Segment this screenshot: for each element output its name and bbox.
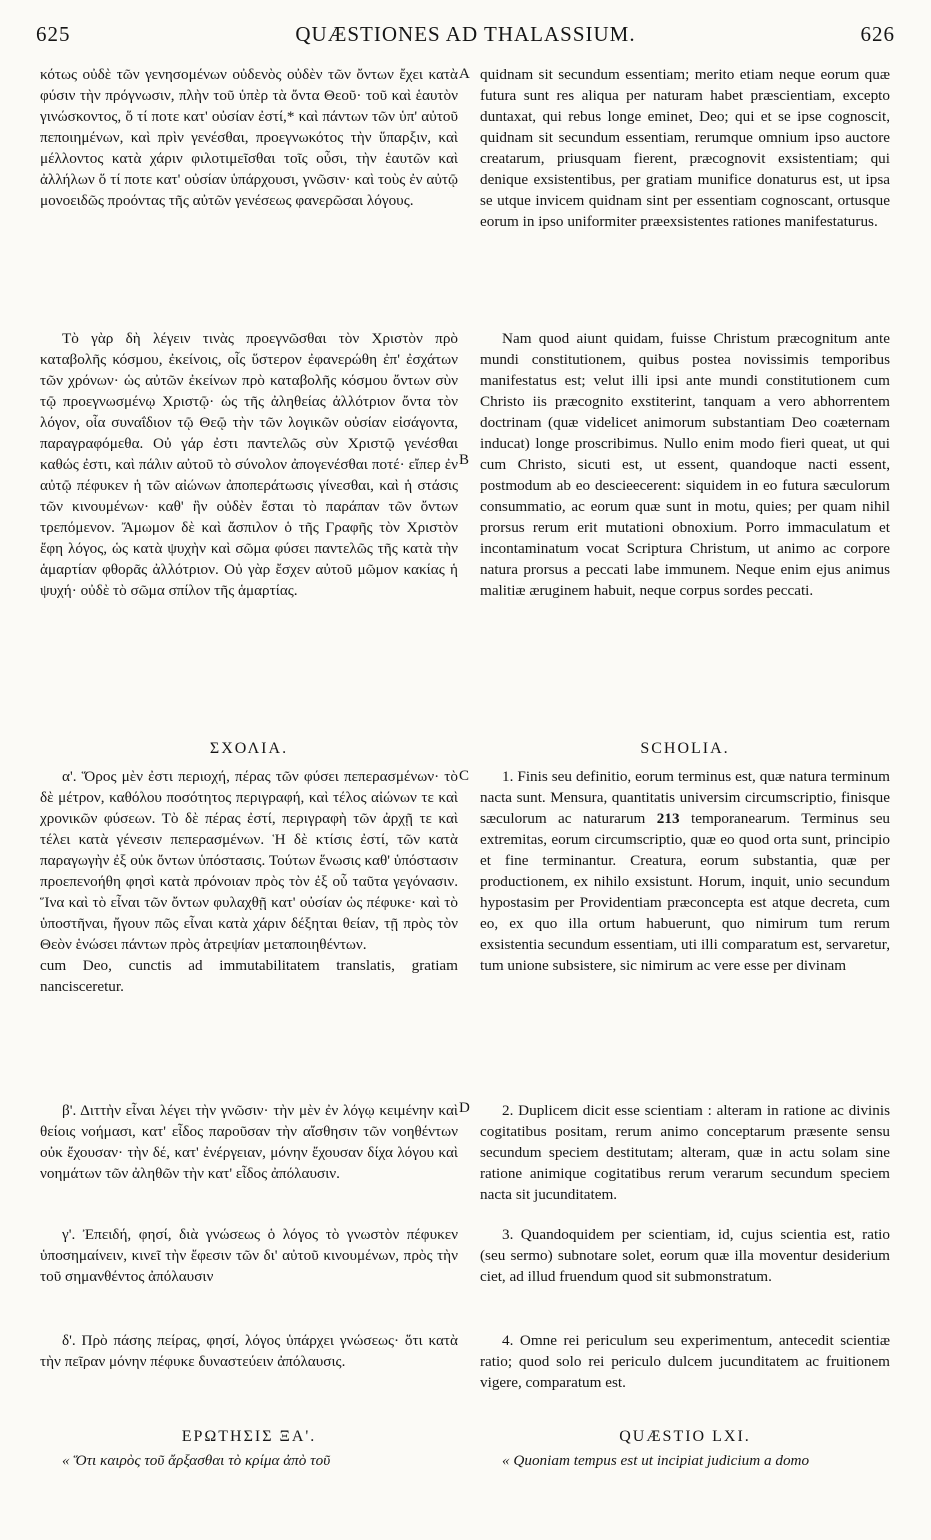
- latin-scholion-1-part-b: temporanearum. Terminus seu extremitas, eorum circumscriptio, quæ eo quod orta sunt, principio et fine terminantur. Creatura, eorum substantia, quæ per productionem, ex nihilo exsistunt. Horum, inquit, unio secundum hypostasim per Providentiam præconcepta est atque decreta, cum eo, ex quo illa ortum habuerunt, quo nimirum tum rerum exsistentia secundum essentiam, uti illi comparatum est, servaretur, tum unione subsistere, sic nimirum ac vere esse per divinam: [480, 810, 891, 974]
- greek-question-line: « Ὅτι καιρὸς τοῦ ἄρξασθαι τὸ κρίμα ἀπὸ τοῦ: [62, 1452, 331, 1469]
- latin-scholion-4: 4. Omne rei periculum seu experimentum, antecedit scientiæ ratio; quod solo rei periculo dulcem jucunditatem ac fruitionem vigere, comparatum est.: [480, 1332, 890, 1391]
- greek-scholia-heading: ΣΧΟΛΙΑ.: [209, 740, 289, 757]
- margin-letter-d: D: [459, 1100, 470, 1116]
- latin-question-heading: QUÆSTIO LXI.: [619, 1428, 751, 1445]
- margin-letter-c: C: [459, 768, 470, 784]
- greek-question-heading: ΕΡΩΤΗΣΙΣ ΞΑ'.: [181, 1428, 317, 1445]
- latin-scholion-1: [480, 766, 890, 976]
- latin-scholia-heading: SCHOLIA.: [640, 740, 730, 757]
- column-number: 213: [656, 810, 680, 827]
- page-number-right: 626: [860, 22, 895, 46]
- latin-scholion-3: 3. Quandoquidem per scientiam, id, cujus scientia est, ratio (seu sermo) subnotare solet, eorum quæ illa moventur desiderium ciet, ad illud fruendum quod sit submonstratum.: [480, 1226, 890, 1285]
- greek-scholion-1-latin-end: cum Deo, cunctis ad immutabilitatem translatis, gratiam nancisceretur.: [40, 957, 458, 995]
- latin-paragraph-1: quidnam sit secundum essentiam; merito etiam neque eorum quæ futura sunt res aliqua per naturam habet præscientiam, excepto duntaxat, qui rebus longe eminet, Deo; qui et se ipse cognoscit, quidnam sit secundum essentiam, rerumque omnium ipso auctore creatarum, priusquam fierent, præcognovit exsistentiam; qui denique exsistentibus, per gratiam munifice donaturus est, ut ipsa se utque invicem quidnam sint per essentiam cognoscant, ortusque eorum in ipso uniformiter præexsistentes rationes manifestaturus.: [480, 66, 890, 230]
- greek-scholion-2: β'. Διττὴν εἶναι λέγει τὴν γνῶσιν· τὴν μὲν ἐν λόγῳ κειμένην καὶ θείοις νοήμασι, κατ' εἶδος παροῦσαν τὴν αἴσθησιν τῶν νοηθέντων οὐκ ἔχουσαν· τὴν δέ, κατ' ἐνέργειαν, μόνην ἔχουσαν δίχα λόγου καὶ νοημάτων τῶν ἀληθῶν τὴν κατ' εἶδος ἀπόλαυσιν.: [40, 1102, 458, 1182]
- greek-scholion-3: γ'. Ἐπειδή, φησί, διὰ γνώσεως ὁ λόγος τὸ γνωστὸν πέφυκεν ὑποσημαίνειν, κινεῖ τὴν ἔφεσιν τῶν δι' αὐτοῦ κινουμένων, πρὸς τὴν τοῦ σημανθέντος ἀπόλαυσιν: [40, 1226, 458, 1285]
- greek-paragraph-1: κότως οὐδὲ τῶν γενησομένων οὐδενὸς οὐδὲν τῶν ὄντων ἔχει κατὰ φύσιν τὴν πρόγνωσιν, πλὴν τοῦ ὑπὲρ τὰ ὄντα Θεοῦ· τοῦ καὶ ἑαυτὸν γινώσκοντος, ὅ τί ποτε κατ' οὐσίαν ἐστί,* καὶ πάντων τῶν ὑπ' αὐτοῦ πεποιημένων, καὶ πρὶν γενέσθαι, προεγνωκότος τὴν ὕπαρξιν, καὶ μέλλοντος κατὰ χάριν φιλοτιμεῖσθαι τοῖς οὖσι, τὴν ἑαυτῶν καὶ ἀλλήλων ὅ τί ποτε κατ' οὐσίαν ὑπάρχουσι, γνῶσιν· καὶ τοὺς ἐν αὐτῷ μονοειδῶς προόντας τῆς αὐτῶν γενέσεως φανερῶσαι λόγους.: [40, 66, 458, 209]
- latin-paragraph-2: Nam quod aiunt quidam, fuisse Christum præcognitum ante mundi constitutionem, quibus postea novissimis temporibus manifestatus est; velut illi ipsi ante mundi constitutionem cum Christo iis præcognito exstiterint, tanquam a vero abhorrentem doctrinam (quæ videlicet animorum substantiam Deo coæternam inducat) longe proscribimus. Nullo enim modo fieri queat, ut qui cum Christo, sicuti est, ut essent, quandoque nacti essent, postmodum ab eo descieecerent: siquidem in eo futura sæculorum consummatio, ac eorum quæ sunt in motu, quies; per quam nihil prorsus rerum erit mutationi obnoxium. Porro immaculatum et incontaminatum vocat Scriptura Christum, ut animo ac corpore natura prorsus a peccati labe immunem. Neque enim ejus animus malitiæ æruginem habuit, neque corpus sordes peccati.: [480, 330, 890, 599]
- latin-scholion-1-part-a: 1. Finis seu definitio, eorum terminus est, quæ natura terminum nacta sunt. Mensura, quantitatis universim circumscriptio, finisque sæculorum ac naturarum: [480, 768, 890, 827]
- latin-question-line: « Quoniam tempus est ut incipiat judicium a domo: [502, 1452, 810, 1469]
- greek-paragraph-2: Τὸ γὰρ δὴ λέγειν τινὰς προεγνῶσθαι τὸν Χριστὸν πρὸ καταβολῆς κόσμου, ἐκείνοις, οἷς ὕστερον ἐφανερώθη ἐπ' ἐσχάτων τῶν χρόνων· ὡς αὐτῶν ἐκείνων πρὸ καταβολῆς κόσμου ὄντων σὺν τῷ προεγνωσμένῳ Χριστῷ· ὡς τῆς ἀληθείας ἀλλότριον ὄντα τὸν λόγον, οἷα συναΐδιον τῷ Θεῷ τὴν τῶν λογικῶν οὐσίαν εἰσάγοντα, παραγραφόμεθα. Οὐ γάρ ἐστι παντελῶς σὺν Χριστῷ γενέσθαι καθώς ἐστι, καὶ πάλιν αὐτοῦ τὸ σύνολον ἀπογενέσθαι ποτέ· εἴπερ ἐν αὐτῷ πέφυκεν ἡ τῶν αἰώνων ἀποπεράτωσις γίνεσθαι, καὶ ἡ στάσις τῶν κινουμένων· καθ' ἣν οὐδὲν ἔσται τὸ παράπαν τῶν ὄντων τρεπόμενον. Ἄμωμον δὲ καὶ ἄσπιλον ὁ τῆς Γραφῆς τὸν Χριστὸν ἔφη λόγος, ὡς κατὰ ψυχὴν καὶ σῶμα φύσει παντελῶς τῆς κατὰ τὴν ἁμαρτίαν φθορᾶς ἀλλότριον. Οὐ γὰρ ἔσχεν αὐτοῦ μῶμον κακίας ἡ ψυχή· οὐδὲ τὸ σῶμα σπίλον τῆς ἁμαρτίας.: [40, 330, 458, 599]
- page-number-left: 625: [36, 22, 71, 46]
- greek-scholion-1: α'. Ὅρος μὲν ἐστι περιοχή, πέρας τῶν φύσει πεπερασμένων· τὸ δὲ μέτρον, καθόλου ποσότητος περιγραφή, καὶ τέλος αἰώνων τε καὶ χρονικῶν φύσεων. Τὸ δὲ πέρας ἐστί, περιγραφὴ τῶν ἀρχῇ τε καὶ τέλει κατὰ γένεσιν πεπερασμένων. Ἡ δὲ κτίσις ἐστί, τῶν κατὰ παραγωγὴν ἐξ οὐκ ὄντων ὑπόστασις. Τούτων ἕνωσις καθ' ὑπόστασιν προεπενοήθη φησὶ κατὰ πρόνοιαν πρὸς τὸν ἐξ οὗ ταῦτα γεγόνασιν. Ἵνα καὶ τὸ εἶναι τῶν ὄντων φυλαχθῇ κατ' οὐσίαν ὡς πέφυκε· καὶ τὸ ὑποστῆναι, ἤγουν πῶς εἶναι κατὰ χάριν δέξηται θείαν, τῇ πρὸς τὸν Θεὸν ἑνώσει πάντων πρὸς ἀτρεψίαν μεταποιηθέντων.: [40, 768, 458, 953]
- running-title: QUÆSTIONES AD THALASSIUM.: [295, 22, 636, 46]
- latin-scholion-2: 2. Duplicem dicit esse scientiam : alteram in ratione ac divinis cogitatibus positam, rerum animo conceptarum præsente sensu secundum speciem destitutam; alteram, quæ in actu solam sine ratione animique cogitatibus rerum verarum secundum speciem nacta sit jucunditatem.: [480, 1102, 890, 1203]
- greek-scholion-4: δ'. Πρὸ πάσης πείρας, φησί, λόγος ὑπάρχει γνώσεως· ὅτι κατὰ τὴν πεῖραν μόνην πέφυκε δυναστεύειν ἀπόλαυσις.: [40, 1332, 458, 1370]
- running-header: [36, 22, 895, 58]
- margin-letter-b: B: [459, 452, 470, 468]
- margin-letter-a: A: [459, 66, 470, 82]
